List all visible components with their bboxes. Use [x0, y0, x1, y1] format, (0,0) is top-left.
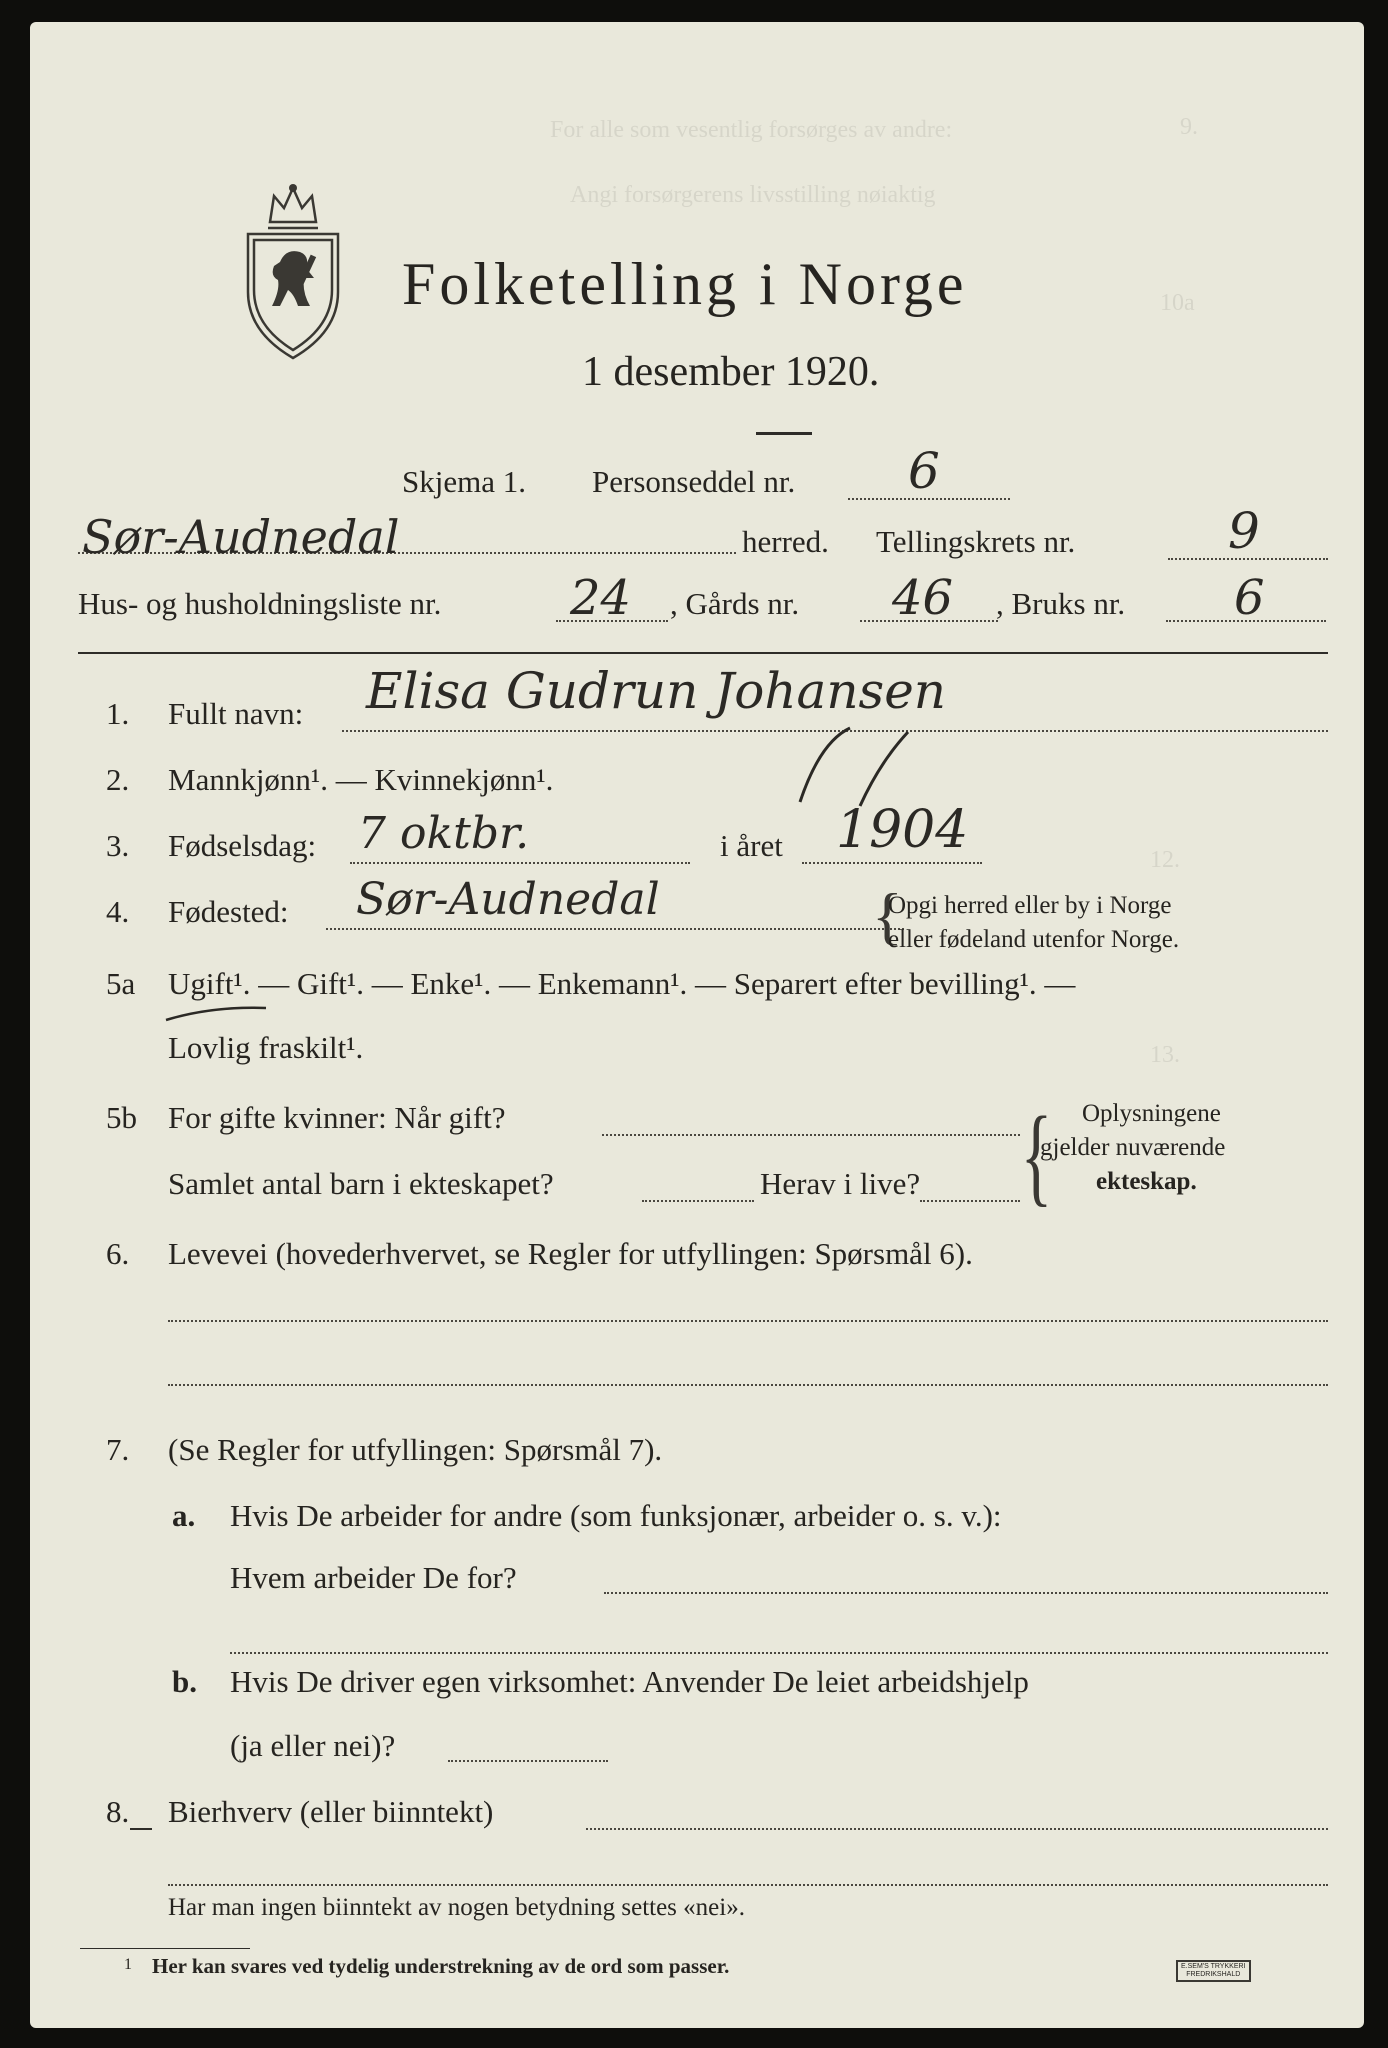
birthplace-value: Sør-Audnedal: [356, 874, 660, 925]
printer-stamp: [1176, 1960, 1251, 1982]
birthplace-field[interactable]: [326, 928, 904, 930]
birth-year-label: i året: [720, 828, 783, 863]
q7b-line2: (ja eller nei)?: [230, 1728, 396, 1763]
header-divider: [78, 652, 1328, 654]
bleed-through-text: Angi forsørgerens livsstilling nøiaktig: [570, 182, 936, 208]
q7-number: 7.: [106, 1432, 130, 1467]
gender-options[interactable]: Mannkjønn¹. — Kvinnekjønn¹.: [168, 762, 554, 797]
side-income-field-line1[interactable]: [586, 1828, 1328, 1830]
q7b-letter: b.: [172, 1664, 197, 1699]
form-title: Folketelling i Norge: [402, 251, 968, 317]
herred-value: Sør-Audnedal: [82, 510, 400, 564]
children-total-label: Samlet antal barn i ekteskapet?: [168, 1166, 554, 1201]
q8-number: 8.: [106, 1794, 130, 1829]
birthplace-note-line2: eller fødeland utenfor Norge.: [888, 926, 1180, 953]
bleed-through-text: 13.: [1150, 1042, 1180, 1068]
married-when-label: For gifte kvinner: Når gift?: [168, 1100, 506, 1135]
ugift-underline-mark: [162, 998, 272, 1028]
q4-label: Fødested:: [168, 894, 289, 929]
bleed-through-text: 10a: [1160, 290, 1195, 316]
q1-number: 1.: [106, 696, 130, 731]
bruks-value: 6: [1234, 570, 1265, 626]
footnote-rule: [80, 1948, 250, 1949]
birth-day-value: 7 oktbr.: [358, 808, 530, 859]
q8-label: Bierhverv (eller biinntekt): [168, 1794, 494, 1829]
marital-status-options[interactable]: Ugift¹. — Gift¹. — Enke¹. — Enkemann¹. — Separert efter bevilling¹. —: [168, 966, 1076, 1001]
5b-note-line2: gjelder nuværende: [1040, 1134, 1226, 1161]
brace-icon: {: [872, 880, 903, 951]
birthplace-note-line1: Opgi herred eller by i Norge: [888, 892, 1172, 919]
husholdningsliste-label: Hus- og husholdningsliste nr.: [78, 586, 442, 621]
q5b-number: 5b: [106, 1100, 137, 1135]
tellingskrets-label: Tellingskrets nr.: [876, 524, 1076, 559]
q4-number: 4.: [106, 894, 130, 929]
footnote-mark: 1: [124, 1956, 132, 1973]
employer-field-line2[interactable]: [230, 1652, 1328, 1654]
5b-note-line3: ekteskap.: [1096, 1168, 1197, 1195]
children-alive-field[interactable]: [920, 1200, 1020, 1202]
q8-note: Har man ingen biinntekt av nogen betydning settes «nei».: [168, 1894, 745, 1921]
5b-note-line1: Oplysningene: [1082, 1100, 1221, 1127]
q6-label: Levevei (hovederhvervet, se Regler for utfyllingen: Spørsmål 6).: [168, 1236, 973, 1271]
bleed-through-text: 9.: [1180, 114, 1198, 140]
q7a-letter: a.: [172, 1498, 196, 1533]
personseddel-value: 6: [908, 442, 940, 500]
skjema-label: Skjema 1.: [402, 464, 526, 499]
bleed-through-text: 12.: [1150, 847, 1180, 873]
q7a-line1: Hvis De arbeider for andre (som funksjonær, arbeider o. s. v.):: [230, 1498, 1002, 1533]
q2-number: 2.: [106, 762, 130, 797]
side-income-field-line2[interactable]: [168, 1884, 1328, 1886]
q7-label: (Se Regler for utfyllingen: Spørsmål 7).: [168, 1432, 663, 1467]
footnote-text: Her kan svares ved tydelig understrekning av de ord som passer.: [152, 1954, 730, 1978]
full-name-value: Elisa Gudrun Johansen: [366, 662, 947, 720]
q1-label: Fullt navn:: [168, 696, 304, 731]
personseddel-label: Personseddel nr.: [592, 464, 796, 499]
married-when-field[interactable]: [602, 1134, 1020, 1136]
gaards-value: 46: [892, 570, 954, 626]
herred-label: herred.: [742, 524, 829, 559]
occupation-field-line2[interactable]: [168, 1384, 1328, 1386]
bruks-label: , Bruks nr.: [996, 586, 1126, 621]
birth-year-field[interactable]: [802, 862, 982, 864]
printer-stamp-line2: FREDRIKSHALD: [1186, 1971, 1241, 1978]
tellingskrets-value: 9: [1228, 502, 1260, 560]
birth-day-field[interactable]: [350, 862, 690, 864]
hired-help-field[interactable]: [448, 1760, 608, 1762]
marital-status-options-cont[interactable]: Lovlig fraskilt¹.: [168, 1030, 364, 1065]
husholdningsliste-value: 24: [570, 570, 632, 626]
q3-number: 3.: [106, 828, 130, 863]
norway-coat-of-arms-icon: [240, 182, 346, 362]
q8-mark: [130, 1828, 152, 1830]
census-form-sheet: [30, 22, 1364, 2028]
gaards-label: , Gårds nr.: [670, 586, 800, 621]
gender-underline-mark: [790, 722, 930, 812]
occupation-field-line1[interactable]: [168, 1320, 1328, 1322]
q6-number: 6.: [106, 1236, 130, 1271]
q7b-line1: Hvis De driver egen virksomhet: Anvender De leiet arbeidshjelp: [230, 1664, 1029, 1699]
q7a-line2: Hvem arbeider De for?: [230, 1560, 517, 1595]
printer-stamp-line1: E.SEM'S TRYKKERI: [1181, 1963, 1246, 1970]
children-alive-label: Herav i live?: [760, 1166, 921, 1201]
census-date: 1 desember 1920.: [582, 349, 880, 395]
employer-field-line1[interactable]: [604, 1592, 1328, 1594]
children-total-field[interactable]: [642, 1200, 754, 1202]
bleed-through-text: For alle som vesentlig forsørges av andre:: [550, 117, 953, 143]
brace-icon: {: [1020, 1094, 1053, 1216]
title-divider: [756, 432, 812, 435]
q5a-number: 5a: [106, 966, 136, 1001]
q3-label: Fødselsdag:: [168, 828, 317, 863]
birth-year-value: 1904: [836, 800, 969, 860]
